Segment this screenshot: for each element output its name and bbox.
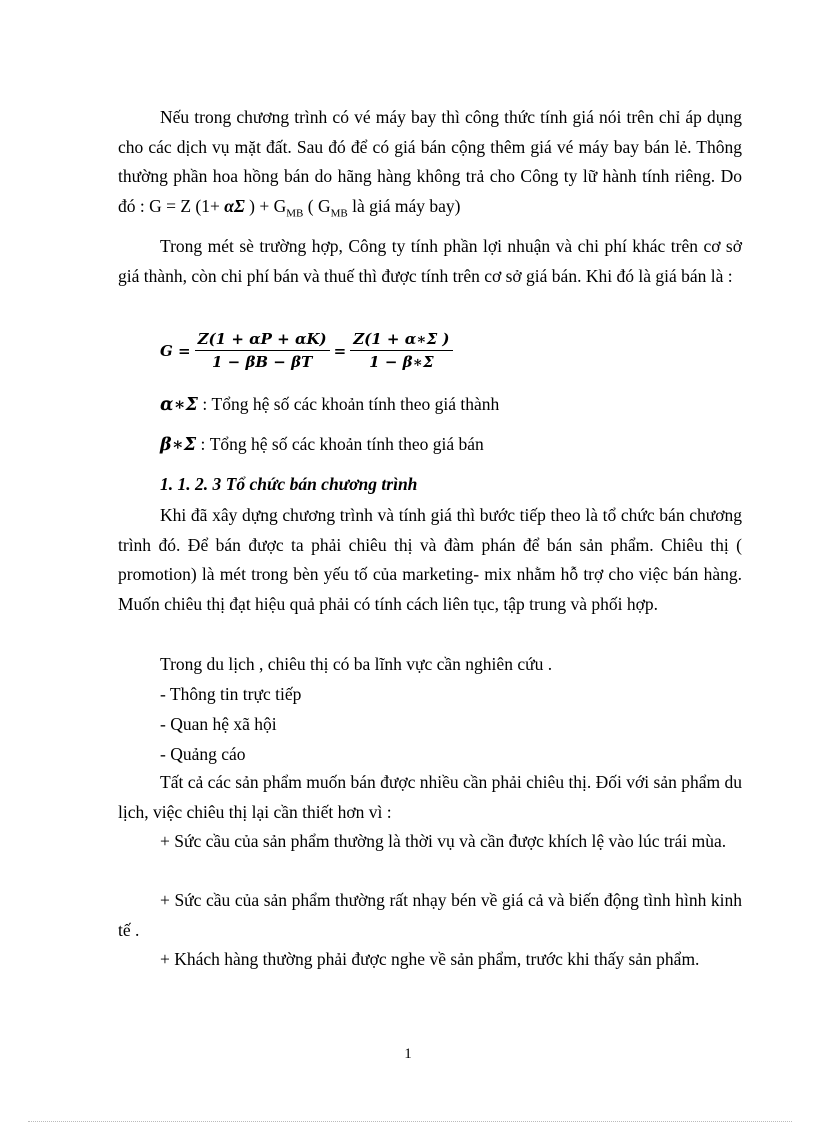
mb-subscript-2: MB bbox=[330, 207, 348, 219]
para1-text-c: ( G bbox=[303, 195, 331, 216]
list-item: - Quảng cáo bbox=[160, 744, 246, 764]
alpha-star-sigma-symbol: α∗Σ bbox=[160, 395, 198, 415]
legend-alpha bbox=[160, 394, 499, 415]
para5-text: Tất cả các sản phẩm muốn bán được nhiều cần phải chiêu thị. Đối với sản phẩm du lịch, việc chiêu thị lại cần thiết hơn vì : bbox=[118, 772, 742, 822]
paragraph-sales-org bbox=[118, 501, 742, 619]
bullet-item bbox=[118, 827, 742, 857]
paragraph-airfare bbox=[118, 103, 742, 229]
fraction-2 bbox=[350, 330, 452, 371]
page-number: 1 bbox=[404, 1046, 412, 1062]
para3-text: Khi đã xây dựng chương trình và tính giá thì bước tiếp theo là tổ chức bán chương trình đó. Để bán được ta phải chiêu thị và đàm phán để bán sản phẩm. Chiêu thị ( promotion) là mét trong bèn yếu tố của marketing- mix nhằm hỗ trợ cho việc bán hàng. Muốn chiêu thị đạt hiệu quả phải có tính cách liên tục, tập trung và phối hợp. bbox=[118, 505, 742, 614]
bullet-item bbox=[118, 945, 742, 975]
fraction-2-denominator: 1 − β∗Σ bbox=[369, 353, 434, 371]
bullet-text-3: + Khách hàng thường phải được nghe về sản phẩm, trước khi thấy sản phẩm. bbox=[160, 949, 700, 969]
list-item: - Quan hệ xã hội bbox=[160, 714, 277, 734]
para1-text-a: Nếu trong chương trình có vé máy bay thì công thức tính giá nói trên chỉ áp dụng cho các dịch vụ mặt đất. Sau đó để có giá bán cộng thêm giá vé máy bay bán lẻ. Thông thường phần hoa hồng bán do hãng hàng không trả cho Công ty lữ hành tính riêng. Do đó : G = Z (1+ bbox=[118, 107, 742, 216]
price-formula bbox=[160, 330, 457, 371]
fraction-1-denominator: 1 − βB − βT bbox=[212, 353, 313, 371]
para2-text: Trong mét sè trường hợp, Công ty tính phần lợi nhuận và chi phí khác trên cơ sở giá thành, còn chi phí bán và thuế thì được tính trên cơ sở giá bán. Khi đó là giá bán là : bbox=[118, 236, 742, 286]
beta-star-sigma-symbol: β∗Σ bbox=[160, 435, 197, 455]
section-heading: 1. 1. 2. 3 Tổ chức bán chương trình bbox=[160, 474, 418, 494]
paragraph-promotion-need bbox=[118, 768, 742, 827]
bullet-item bbox=[118, 886, 742, 945]
mb-subscript: MB bbox=[286, 207, 304, 219]
fraction-1 bbox=[195, 330, 330, 371]
legend-alpha-text: : Tổng hệ số các khoản tính theo giá thành bbox=[197, 394, 500, 414]
formula-lhs: G = bbox=[160, 341, 191, 360]
alpha-sigma-symbol: αΣ bbox=[224, 195, 245, 216]
paragraph-promotion-areas: Trong du lịch , chiêu thị có ba lĩnh vực cần nghiên cứu . bbox=[160, 654, 553, 674]
para1-text-b: ) + G bbox=[244, 195, 287, 216]
bullet-text-1: + Sức cầu của sản phẩm thường là thời vụ và cần được khích lệ vào lúc trái mùa. bbox=[160, 831, 727, 851]
para1-text-d: là giá máy bay) bbox=[347, 195, 461, 216]
fraction-1-numerator: Z(1 + αP + αK) bbox=[195, 330, 330, 351]
list-item: - Thông tin trực tiếp bbox=[160, 684, 302, 704]
fraction-2-numerator: Z(1 + α∗Σ ) bbox=[350, 330, 452, 351]
bullet-text-2: + Sức cầu của sản phẩm thường rất nhạy bén về giá cả và biến động tình hình kinh tế . bbox=[118, 890, 742, 940]
legend-beta-text: : Tổng hệ số các khoản tính theo giá bán bbox=[196, 434, 484, 454]
formula-equals: = bbox=[333, 341, 347, 360]
page-bottom-divider bbox=[28, 1121, 792, 1122]
paragraph-pricing-case bbox=[118, 232, 742, 291]
legend-beta bbox=[160, 434, 484, 455]
